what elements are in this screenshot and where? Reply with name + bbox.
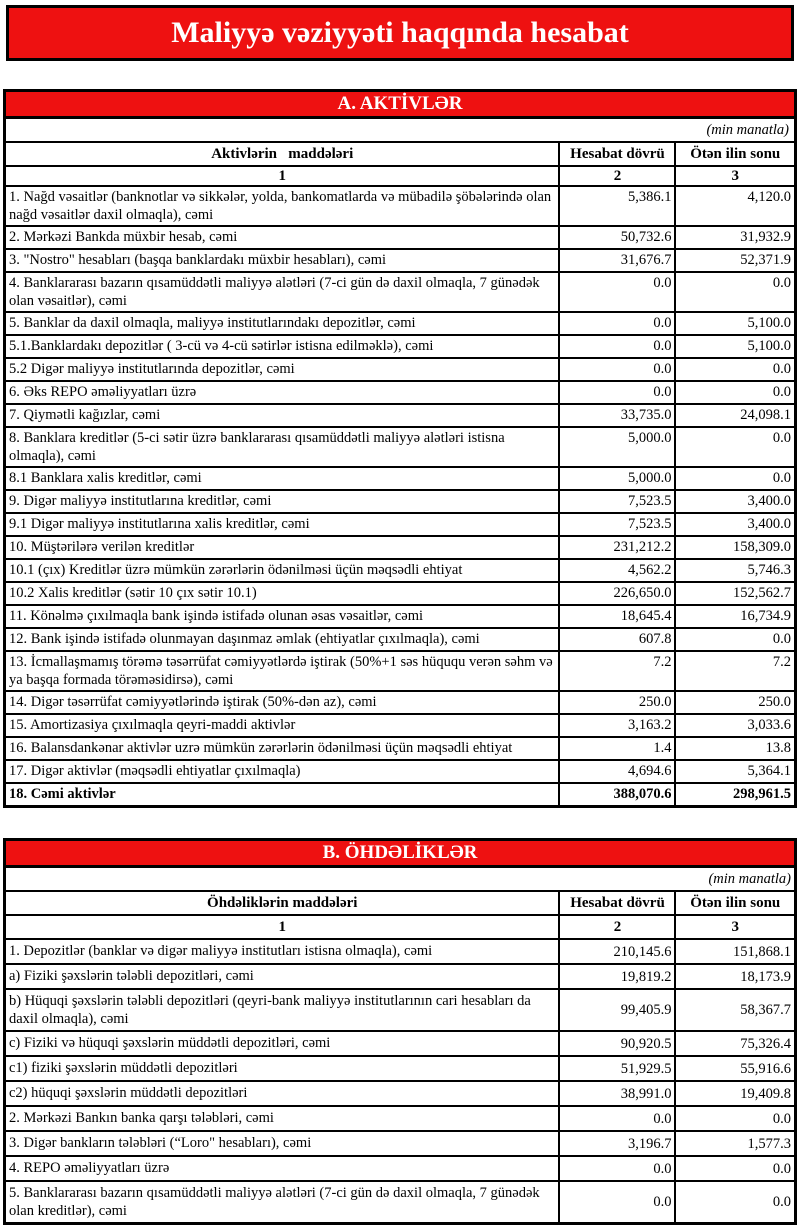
row-value-current: 0.0 — [559, 272, 675, 312]
row-value-current: 4,562.2 — [559, 559, 675, 582]
row-value-current: 5,000.0 — [559, 467, 675, 490]
column-header-current-period: Hesabat dövrü — [559, 891, 675, 915]
row-value-previous: 0.0 — [675, 1156, 795, 1181]
row-label: 5. Banklararası bazarın qısamüddətli maliyyə alətləri (7-ci gün də daxil olmaqla, 7 günədək olan kreditlər), cəmi — [5, 1181, 560, 1224]
row-value-current: 3,196.7 — [559, 1131, 675, 1156]
section-liabilities — [3, 838, 797, 1225]
row-value-current: 5,386.1 — [559, 186, 675, 226]
unit-note-row — [5, 119, 796, 142]
row-label: 16. Balansdankənar aktivlər uzrə mümkün zərərlərin ödənilməsi üçün məqsədli ehtiyat — [5, 737, 560, 760]
row-value-previous: 5,100.0 — [675, 335, 795, 358]
row-value-previous: 16,734.9 — [675, 605, 795, 628]
table-row — [5, 490, 796, 513]
row-value-previous: 0.0 — [675, 381, 795, 404]
row-value-previous: 0.0 — [675, 427, 795, 467]
column-header-previous-year-end: Ötən ilin sonu — [675, 891, 795, 915]
row-value-previous: 5,746.3 — [675, 559, 795, 582]
column-number-2: 2 — [559, 166, 675, 186]
row-value-current: 607.8 — [559, 628, 675, 651]
row-value-previous: 151,868.1 — [675, 939, 795, 964]
table-row — [5, 536, 796, 559]
row-value-current: 33,735.0 — [559, 404, 675, 427]
table-row — [5, 1081, 796, 1106]
section-assets-banner: A. AKTİVLƏR — [3, 89, 797, 119]
table-row — [5, 964, 796, 989]
row-label: c) Fiziki və hüquqi şəxslərin müddətli depozitləri, cəmi — [5, 1031, 560, 1056]
row-label: 8.1 Banklara xalis kreditlər, cəmi — [5, 467, 560, 490]
row-label: c1) fiziki şəxslərin müddətli depozitləri — [5, 1056, 560, 1081]
row-label: 11. Könəlmə çıxılmaqla bank işində istifadə olunan əsas vəsaitlər, cəmi — [5, 605, 560, 628]
row-value-current: 0.0 — [559, 1156, 675, 1181]
row-label: 18. Cəmi aktivlər — [5, 783, 560, 807]
row-label: 3. "Nostro" hesabları (başqa banklardakı müxbir hesabları), cəmi — [5, 249, 560, 272]
row-value-previous: 58,367.7 — [675, 989, 795, 1031]
row-label: 4. Banklararası bazarın qısamüddətli maliyyə alətləri (7-ci gün də daxil olmaqla, 7 günədək olan vəsaitlər), cəmi — [5, 272, 560, 312]
row-value-previous: 18,173.9 — [675, 964, 795, 989]
row-value-previous: 5,364.1 — [675, 760, 795, 783]
row-value-current: 250.0 — [559, 691, 675, 714]
row-value-previous: 55,916.6 — [675, 1056, 795, 1081]
row-value-current: 226,650.0 — [559, 582, 675, 605]
table-row — [5, 651, 796, 691]
table-row — [5, 1106, 796, 1131]
row-value-current: 7,523.5 — [559, 490, 675, 513]
table-row — [5, 989, 796, 1031]
row-value-current: 3,163.2 — [559, 714, 675, 737]
liabilities-table — [3, 868, 797, 1225]
row-value-previous: 0.0 — [675, 467, 795, 490]
table-row — [5, 691, 796, 714]
row-value-previous: 5,100.0 — [675, 312, 795, 335]
row-value-current: 7.2 — [559, 651, 675, 691]
row-value-previous: 250.0 — [675, 691, 795, 714]
row-label: b) Hüquqi şəxslərin tələbli depozitləri (qeyri-bank maliyyə institutlarının cari hesabları da daxil olmaqla), cəmi — [5, 989, 560, 1031]
table-row — [5, 1031, 796, 1056]
row-value-previous: 0.0 — [675, 628, 795, 651]
financial-report-page — [0, 5, 800, 1219]
table-row — [5, 605, 796, 628]
table-row — [5, 582, 796, 605]
row-value-current: 38,991.0 — [559, 1081, 675, 1106]
row-value-current: 99,405.9 — [559, 989, 675, 1031]
row-value-current: 210,145.6 — [559, 939, 675, 964]
table-row — [5, 226, 796, 249]
row-value-current: 0.0 — [559, 1106, 675, 1131]
column-header-previous-year-end: Ötən ilin sonu — [675, 142, 795, 166]
table-row — [5, 737, 796, 760]
row-label: 10.1 (çıx) Kreditlər üzrə mümkün zərərlərin ödənilməsi üçün məqsədli ehtiyat — [5, 559, 560, 582]
table-row — [5, 249, 796, 272]
table-row — [5, 1131, 796, 1156]
column-number-3: 3 — [675, 166, 795, 186]
assets-header-row — [5, 142, 796, 166]
row-value-current: 0.0 — [559, 1181, 675, 1224]
row-label: 7. Qiymətli kağızlar, cəmi — [5, 404, 560, 427]
column-number-1: 1 — [5, 915, 560, 939]
row-label: 8. Banklara kreditlər (5-ci sətir üzrə banklararası qısamüddətli maliyyə alətləri istisna olmaqla), cəmi — [5, 427, 560, 467]
row-value-previous: 3,400.0 — [675, 513, 795, 536]
unit-note: (min manatla) — [5, 868, 796, 891]
row-value-previous: 24,098.1 — [675, 404, 795, 427]
row-label: 17. Digər aktivlər (məqsədli ehtiyatlar çıxılmaqla) — [5, 760, 560, 783]
row-value-previous: 0.0 — [675, 272, 795, 312]
row-label: 10.2 Xalis kreditlər (sətir 10 çıx sətir 10.1) — [5, 582, 560, 605]
row-value-previous: 3,033.6 — [675, 714, 795, 737]
row-value-current: 0.0 — [559, 358, 675, 381]
row-label: c2) hüquqi şəxslərin müddətli depozitləri — [5, 1081, 560, 1106]
row-value-previous: 0.0 — [675, 1181, 795, 1224]
table-row — [5, 783, 796, 807]
row-value-current: 31,676.7 — [559, 249, 675, 272]
column-header-items: Öhdəliklərin maddələri — [5, 891, 560, 915]
row-value-previous: 4,120.0 — [675, 186, 795, 226]
row-value-previous: 1,577.3 — [675, 1131, 795, 1156]
row-value-current: 231,212.2 — [559, 536, 675, 559]
row-value-previous: 3,400.0 — [675, 490, 795, 513]
row-label: 2. Mərkəzi Bankın banka qarşı tələbləri, cəmi — [5, 1106, 560, 1131]
row-label: 14. Digər təsərrüfat cəmiyyətlərində iştirak (50%-dən az), cəmi — [5, 691, 560, 714]
table-row — [5, 1056, 796, 1081]
row-value-current: 0.0 — [559, 312, 675, 335]
table-row — [5, 312, 796, 335]
liabilities-header-row — [5, 891, 796, 915]
table-row — [5, 513, 796, 536]
table-row — [5, 467, 796, 490]
column-number-row — [5, 915, 796, 939]
row-value-current: 388,070.6 — [559, 783, 675, 807]
row-label: 10. Müştərilərə verilən kreditlər — [5, 536, 560, 559]
row-label: 2. Mərkəzi Bankda müxbir hesab, cəmi — [5, 226, 560, 249]
row-value-current: 19,819.2 — [559, 964, 675, 989]
row-label: 4. REPO əməliyyatları üzrə — [5, 1156, 560, 1181]
row-label: 5.2 Digər maliyyə institutlarında depozitlər, cəmi — [5, 358, 560, 381]
row-label: 13. İcmallaşmamış törəmə təsərrüfat cəmiyyətlərdə iştirak (50%+1 səs hüququ verən səhm və ya başqa formada törəməsidirsə), cəmi — [5, 651, 560, 691]
table-row — [5, 358, 796, 381]
column-header-items: Aktivlərin maddələri — [5, 142, 560, 166]
row-label: 9. Digər maliyyə institutlarına kreditlər, cəmi — [5, 490, 560, 513]
row-value-current: 0.0 — [559, 335, 675, 358]
table-row — [5, 939, 796, 964]
row-value-previous: 158,309.0 — [675, 536, 795, 559]
page-title: Maliyyə vəziyyəti haqqında hesabat — [6, 5, 794, 61]
column-number-3: 3 — [675, 915, 795, 939]
column-number-2: 2 — [559, 915, 675, 939]
column-number-1: 1 — [5, 166, 560, 186]
table-row — [5, 335, 796, 358]
row-value-current: 7,523.5 — [559, 513, 675, 536]
row-value-current: 50,732.6 — [559, 226, 675, 249]
row-value-previous: 52,371.9 — [675, 249, 795, 272]
row-value-current: 18,645.4 — [559, 605, 675, 628]
row-value-previous: 7.2 — [675, 651, 795, 691]
table-row — [5, 1181, 796, 1224]
row-value-previous: 0.0 — [675, 358, 795, 381]
table-row — [5, 559, 796, 582]
row-label: 9.1 Digər maliyyə institutlarına xalis kreditlər, cəmi — [5, 513, 560, 536]
row-value-current: 0.0 — [559, 381, 675, 404]
row-value-current: 90,920.5 — [559, 1031, 675, 1056]
row-value-previous: 152,562.7 — [675, 582, 795, 605]
table-row — [5, 427, 796, 467]
row-value-current: 1.4 — [559, 737, 675, 760]
table-row — [5, 404, 796, 427]
row-value-current: 4,694.6 — [559, 760, 675, 783]
row-value-current: 5,000.0 — [559, 427, 675, 467]
row-value-previous: 0.0 — [675, 1106, 795, 1131]
row-label: 6. Əks REPO əməliyyatları üzrə — [5, 381, 560, 404]
row-label: 1. Depozitlər (banklar və digər maliyyə institutları istisna olmaqla), cəmi — [5, 939, 560, 964]
table-row — [5, 186, 796, 226]
table-row — [5, 381, 796, 404]
column-header-current-period: Hesabat dövrü — [559, 142, 675, 166]
row-label: 3. Digər bankların tələbləri (“Loro" hesabları), cəmi — [5, 1131, 560, 1156]
table-row — [5, 272, 796, 312]
row-label: 1. Nağd vəsaitlər (banknotlar və sikkələr, yolda, bankomatlarda və mübadilə şöbələrində olan nağd vəsaitlər daxil olmaqla), cəmi — [5, 186, 560, 226]
section-assets — [3, 89, 797, 808]
table-row — [5, 714, 796, 737]
row-label: a) Fiziki şəxslərin tələbli depozitləri, cəmi — [5, 964, 560, 989]
column-number-row — [5, 166, 796, 186]
row-label: 12. Bank işində istifadə olunmayan daşınmaz əmlak (ehtiyatlar çıxılmaqla), cəmi — [5, 628, 560, 651]
row-value-current: 51,929.5 — [559, 1056, 675, 1081]
table-row — [5, 1156, 796, 1181]
row-label: 5. Banklar da daxil olmaqla, maliyyə institutlarındakı depozitlər, cəmi — [5, 312, 560, 335]
assets-table — [3, 119, 797, 808]
row-value-previous: 19,409.8 — [675, 1081, 795, 1106]
section-liabilities-banner: B. ÖHDƏLİKLƏR — [3, 838, 797, 868]
row-value-previous: 31,932.9 — [675, 226, 795, 249]
table-row — [5, 628, 796, 651]
row-label: 15. Amortizasiya çıxılmaqla qeyri-maddi aktivlər — [5, 714, 560, 737]
unit-note: (min manatla) — [5, 119, 796, 142]
unit-note-row — [5, 868, 796, 891]
row-value-previous: 298,961.5 — [675, 783, 795, 807]
row-value-previous: 75,326.4 — [675, 1031, 795, 1056]
row-label: 5.1.Banklardakı depozitlər ( 3-cü və 4-cü sətirlər istisna edilməklə), cəmi — [5, 335, 560, 358]
table-row — [5, 760, 796, 783]
row-value-previous: 13.8 — [675, 737, 795, 760]
